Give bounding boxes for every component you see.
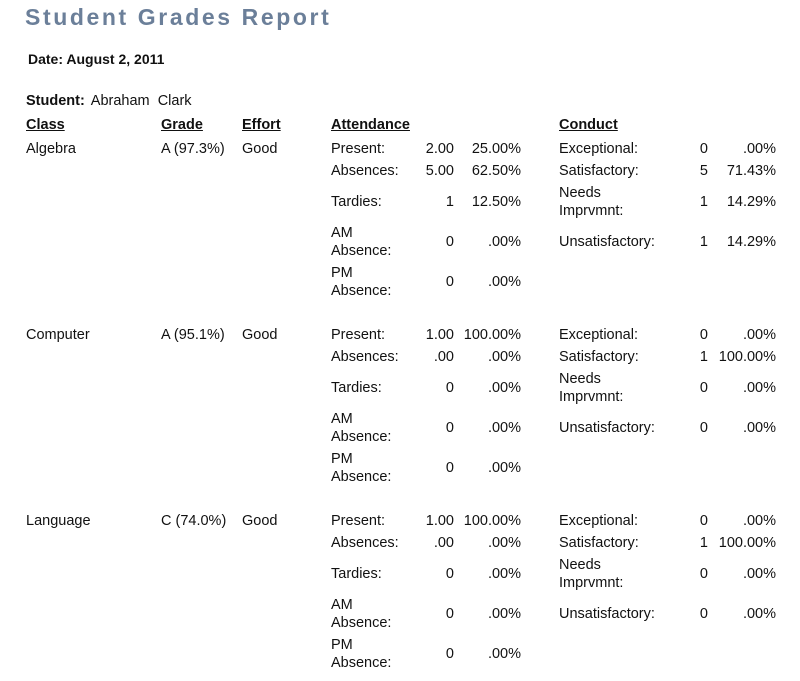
conduct-label-unsatisfactory: Unsatisfactory:: [559, 420, 655, 436]
attendance-label-pm-absence-line1: PM: [331, 451, 353, 467]
attendance-count: 0: [445, 460, 454, 476]
attendance-count: 0: [445, 274, 454, 290]
conduct-label-exceptional: Exceptional:: [559, 141, 638, 157]
attendance-count: 0: [445, 420, 454, 436]
conduct-percent: 14.29%: [726, 194, 776, 210]
attendance-percent: .00%: [487, 646, 521, 662]
attendance-label-absences: Absences:: [331, 535, 399, 551]
conduct-count: 0: [699, 380, 708, 396]
conduct-percent: .00%: [742, 606, 776, 622]
class-grade: A (95.1%): [161, 327, 225, 343]
header-attendance: Attendance: [331, 117, 410, 133]
conduct-label-satisfactory: Satisfactory:: [559, 349, 639, 365]
student-line: [26, 93, 192, 109]
report-date: Date: August 2, 2011: [28, 51, 165, 67]
attendance-count: 1.00: [425, 513, 454, 529]
conduct-percent: .00%: [742, 141, 776, 157]
conduct-label-needs-imprvmnt-line2: Imprvmnt:: [559, 575, 624, 591]
header-class: Class: [26, 117, 65, 133]
conduct-percent: .00%: [742, 513, 776, 529]
header-conduct: Conduct: [559, 117, 618, 133]
attendance-label-am-absence-line2: Absence:: [331, 243, 392, 259]
conduct-label-exceptional: Exceptional:: [559, 513, 638, 529]
attendance-label-am-absence-line2: Absence:: [331, 615, 392, 631]
attendance-count: 2.00: [425, 141, 454, 157]
attendance-label-pm-absence-line1: PM: [331, 265, 353, 281]
conduct-label-satisfactory: Satisfactory:: [559, 163, 639, 179]
class-effort: Good: [242, 141, 278, 157]
conduct-label-unsatisfactory: Unsatisfactory:: [559, 606, 655, 622]
attendance-label-present: Present:: [331, 327, 385, 343]
conduct-percent: 100.00%: [718, 535, 776, 551]
conduct-count: 0: [699, 606, 708, 622]
attendance-label-present: Present:: [331, 513, 385, 529]
attendance-label-tardies: Tardies:: [331, 566, 382, 582]
conduct-count: 0: [699, 141, 708, 157]
conduct-percent: .00%: [742, 380, 776, 396]
conduct-label-unsatisfactory: Unsatisfactory:: [559, 234, 655, 250]
conduct-label-needs-imprvmnt-line2: Imprvmnt:: [559, 203, 624, 219]
attendance-count: 0: [445, 646, 454, 662]
attendance-percent: .00%: [487, 566, 521, 582]
conduct-label-exceptional: Exceptional:: [559, 327, 638, 343]
conduct-count: 1: [699, 194, 708, 210]
conduct-count: 1: [699, 234, 708, 250]
attendance-percent: .00%: [487, 274, 521, 290]
attendance-percent: 12.50%: [471, 194, 521, 210]
class-grade: A (97.3%): [161, 141, 225, 157]
conduct-count: 0: [699, 566, 708, 582]
attendance-label-absences: Absences:: [331, 349, 399, 365]
class-effort: Good: [242, 513, 278, 529]
conduct-count: 0: [699, 327, 708, 343]
attendance-percent: .00%: [487, 420, 521, 436]
attendance-label-tardies: Tardies:: [331, 194, 382, 210]
attendance-count: 0: [445, 606, 454, 622]
report-title: Student Grades Report: [25, 4, 332, 30]
student-label: Student:: [26, 93, 85, 109]
class-name: Computer: [26, 327, 90, 343]
attendance-label-pm-absence-line2: Absence:: [331, 283, 392, 299]
student-name: Abraham Clark: [90, 93, 192, 109]
attendance-label-am-absence-line2: Absence:: [331, 429, 392, 445]
attendance-label-pm-absence-line2: Absence:: [331, 655, 392, 671]
attendance-label-pm-absence-line2: Absence:: [331, 469, 392, 485]
conduct-percent: 71.43%: [726, 163, 776, 179]
conduct-count: 1: [699, 349, 708, 365]
class-name: Algebra: [26, 141, 76, 157]
conduct-percent: 14.29%: [726, 234, 776, 250]
conduct-label-needs-imprvmnt-line1: Needs: [559, 557, 601, 573]
conduct-percent: .00%: [742, 566, 776, 582]
attendance-label-tardies: Tardies:: [331, 380, 382, 396]
conduct-count: 5: [699, 163, 708, 179]
attendance-count: 1.00: [425, 327, 454, 343]
conduct-label-needs-imprvmnt-line2: Imprvmnt:: [559, 389, 624, 405]
header-grade: Grade: [161, 117, 203, 133]
conduct-count: 1: [699, 535, 708, 551]
attendance-count: 1: [445, 194, 454, 210]
attendance-count: 0: [445, 566, 454, 582]
conduct-percent: 100.00%: [718, 349, 776, 365]
attendance-label-am-absence-line1: AM: [331, 597, 353, 613]
attendance-count: 0: [445, 380, 454, 396]
attendance-percent: .00%: [487, 606, 521, 622]
header-effort: Effort: [242, 117, 281, 133]
attendance-label-pm-absence-line1: PM: [331, 637, 353, 653]
attendance-count: .00: [433, 535, 454, 551]
conduct-count: 0: [699, 513, 708, 529]
attendance-percent: .00%: [487, 535, 521, 551]
attendance-count: 5.00: [425, 163, 454, 179]
attendance-label-present: Present:: [331, 141, 385, 157]
attendance-percent: .00%: [487, 349, 521, 365]
conduct-percent: .00%: [742, 327, 776, 343]
attendance-percent: 62.50%: [471, 163, 521, 179]
attendance-percent: 25.00%: [471, 141, 521, 157]
attendance-percent: .00%: [487, 234, 521, 250]
class-name: Language: [26, 513, 91, 529]
class-grade: C (74.0%): [161, 513, 227, 529]
attendance-percent: .00%: [487, 380, 521, 396]
attendance-percent: 100.00%: [463, 327, 521, 343]
attendance-label-am-absence-line1: AM: [331, 225, 353, 241]
attendance-count: .00: [433, 349, 454, 365]
attendance-label-absences: Absences:: [331, 163, 399, 179]
conduct-label-needs-imprvmnt-line1: Needs: [559, 371, 601, 387]
class-effort: Good: [242, 327, 278, 343]
attendance-label-am-absence-line1: AM: [331, 411, 353, 427]
conduct-label-satisfactory: Satisfactory:: [559, 535, 639, 551]
attendance-percent: .00%: [487, 460, 521, 476]
conduct-percent: .00%: [742, 420, 776, 436]
attendance-percent: 100.00%: [463, 513, 521, 529]
conduct-count: 0: [699, 420, 708, 436]
attendance-count: 0: [445, 234, 454, 250]
conduct-label-needs-imprvmnt-line1: Needs: [559, 185, 601, 201]
